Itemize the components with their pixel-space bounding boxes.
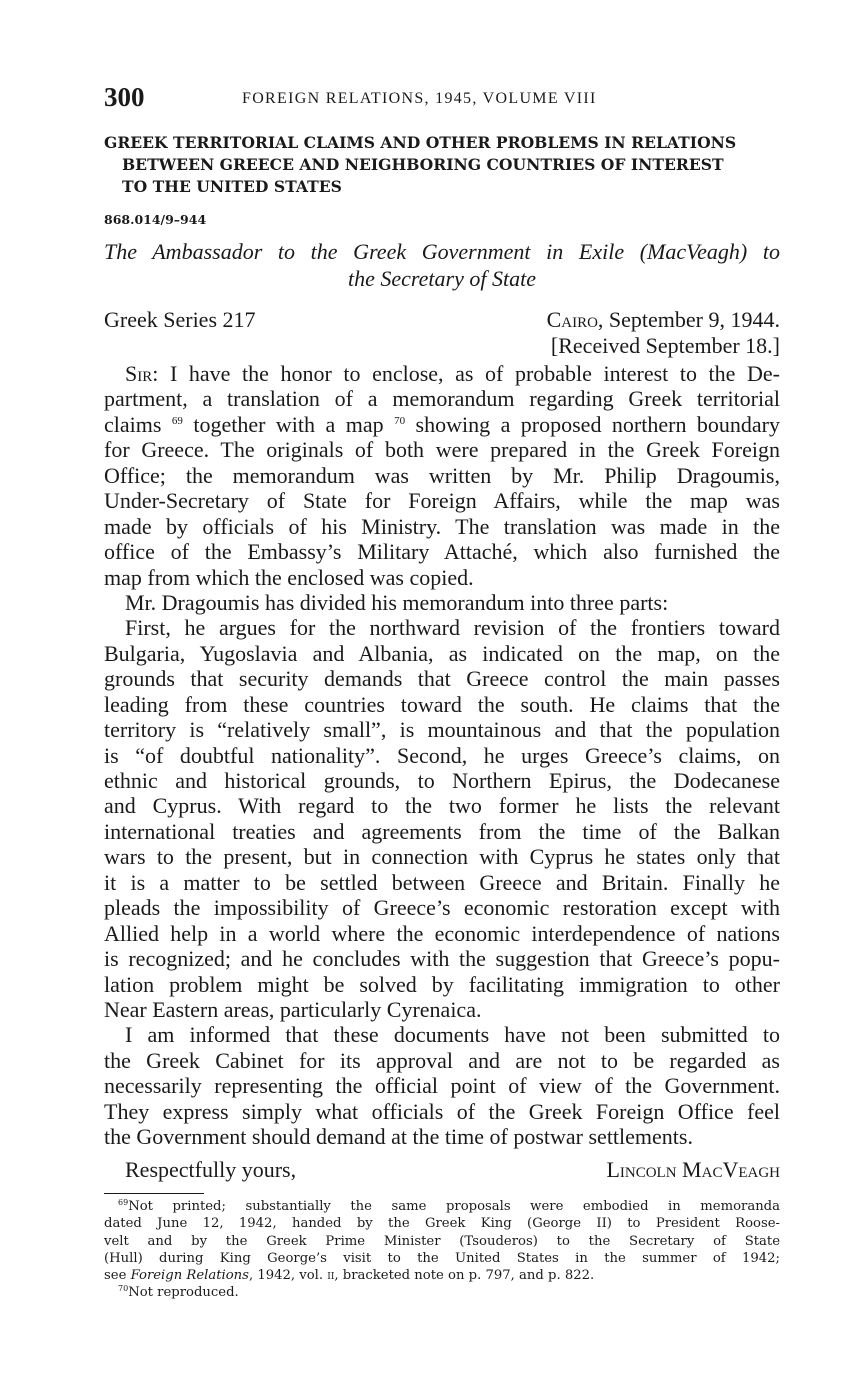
text-line: the Greek Cabinet for its approval and are not to be regarded as <box>104 1047 780 1073</box>
text-line: Mr. Dragoumis has divided his memorandum into three parts: <box>125 589 669 615</box>
footnote-rule <box>104 1193 204 1194</box>
closing <box>104 1157 780 1183</box>
page-number: 300 <box>104 82 145 112</box>
letter-body <box>104 361 780 1150</box>
received-date: [Received September 18.] <box>550 333 780 358</box>
text-line: Allied help in a world where the economic interdependence of nations <box>104 920 780 946</box>
place-name: Cairo <box>546 307 598 332</box>
text-line: map from which the enclosed was copied. <box>104 564 474 590</box>
text-line: partment, a translation of a memorandum regarding Greek territorial <box>104 386 780 412</box>
text-line: and Cyprus. With regard to the two former he lists the relevant <box>104 793 780 819</box>
paragraph <box>104 361 780 590</box>
footnote-line: (Hull) during King George’s visit to the United States in the summer of 1942; <box>104 1250 780 1266</box>
text-line: it is a matter to be settled between Greece and Britain. Finally he <box>104 869 780 895</box>
text-line: claims $^{69}$ together with a map $^{70}$ showing a proposed northern boundary <box>104 411 780 437</box>
date-text: , September 9, 1944. <box>597 307 780 332</box>
text-line: Bulgaria, Yugoslavia and Albania, as indicated on the map, on the <box>104 640 780 666</box>
text-line: They express simply what officials of the Greek Foreign Office feel <box>104 1098 780 1124</box>
text-line: grounds that security demands that Greece control the main passes <box>104 666 780 692</box>
document-heading-line: the Secretary of State <box>348 266 536 291</box>
section-title-line: GREEK TERRITORIAL CLAIMS AND OTHER PROBLEMS IN RELATIONS <box>104 133 737 152</box>
text-line: office of the Embassy’s Military Attaché, which also furnished the <box>104 539 780 565</box>
text-line: territory is “relatively small”, is mountainous and that the population <box>104 717 780 743</box>
page-header <box>104 82 780 116</box>
text-line: I am informed that these documents have not been submitted to <box>125 1022 780 1048</box>
text-line: Under-Secretary of State for Foreign Affairs, while the map was <box>104 488 780 514</box>
section-title <box>104 132 784 198</box>
paragraph <box>104 1022 780 1149</box>
file-number: 868.014/9–944 <box>104 212 207 227</box>
footnote-line: dated June 12, 1942, handed by the Greek King (George II) to President Roose- <box>104 1216 780 1232</box>
signature: Lincoln MacVeagh <box>606 1157 780 1182</box>
text-line: ethnic and historical grounds, to Northern Epirus, the Dodecanese <box>104 768 780 793</box>
document-heading <box>104 238 780 292</box>
footnote-ref-69: 69 <box>171 414 183 427</box>
footnote-line: $^{70}$Not reproduced. <box>118 1284 239 1301</box>
complimentary-close: Respectfully yours, <box>125 1157 297 1182</box>
citation-title: Foreign Relations <box>130 1268 249 1284</box>
text-line: Near Eastern areas, particularly Cyrenaica. <box>104 996 482 1022</box>
footnote-mark-69: 69 <box>118 1198 129 1207</box>
text-line: necessarily representing the official point of view of the Government. <box>104 1073 780 1099</box>
document-heading-line: The Ambassador to the Greek Government in Exile (MacVeagh) to <box>104 239 780 264</box>
text-line: international treaties and agreements from the time of the Balkan <box>104 818 780 844</box>
salutation: Sir <box>125 361 153 386</box>
footnote-mark-70: 70 <box>118 1284 129 1294</box>
footnotes <box>104 1198 780 1302</box>
footnote-ref-70: 70 <box>394 414 406 427</box>
footnote-line: velt and by the Greek Prime Minister (Tsouderos) to the Secretary of State <box>104 1233 780 1249</box>
section-title-line: TO THE UNITED STATES <box>122 177 342 196</box>
text-line: is recognized; and he concludes with the suggestion that Greece’s popu- <box>104 946 780 972</box>
text-line: First, he argues for the northward revision of the frontiers toward <box>125 615 780 641</box>
section-title-line: BETWEEN GREECE AND NEIGHBORING COUNTRIES OF INTEREST <box>122 155 724 174</box>
text-line: Sir: I have the honor to enclose, as of probable interest to the De- <box>125 361 780 386</box>
volume-number: ii <box>327 1268 335 1284</box>
text-line: lation problem might be solved by facilitating immigration to other <box>104 971 780 997</box>
text-line: is “of doubtful nationality”. Second, he urges Greece’s claims, on <box>104 742 780 768</box>
text-line: the Government should demand at the time of postwar settlements. <box>104 1124 693 1150</box>
text-line: made by officials of his Ministry. The translation was made in the <box>104 513 780 539</box>
paragraph <box>104 590 780 615</box>
place-date <box>547 307 780 359</box>
footnote-line: see Foreign Relations, 1942, vol. ii, bracketed note on p. 797, and p. 822. <box>104 1268 595 1284</box>
running-head: FOREIGN RELATIONS, 1945, VOLUME VIII <box>242 90 597 107</box>
footnote-line: $^{69}$Not printed; substantially the same proposals were embodied in memoranda <box>118 1198 780 1214</box>
text-line: Office; the memorandum was written by Mr. Philip Dragoumis, <box>104 462 780 488</box>
paragraph <box>104 615 780 1022</box>
series-number: Greek Series 217 <box>104 307 256 332</box>
text-line: leading from these countries toward the south. He claims that the <box>104 691 780 717</box>
text-line: wars to the present, but in connection with Cyprus he states only that <box>104 844 780 870</box>
text-line: for Greece. The originals of both were prepared in the Greek Foreign <box>104 437 780 463</box>
text-line: pleads the impossibility of Greece’s economic restoration except with <box>104 895 780 921</box>
